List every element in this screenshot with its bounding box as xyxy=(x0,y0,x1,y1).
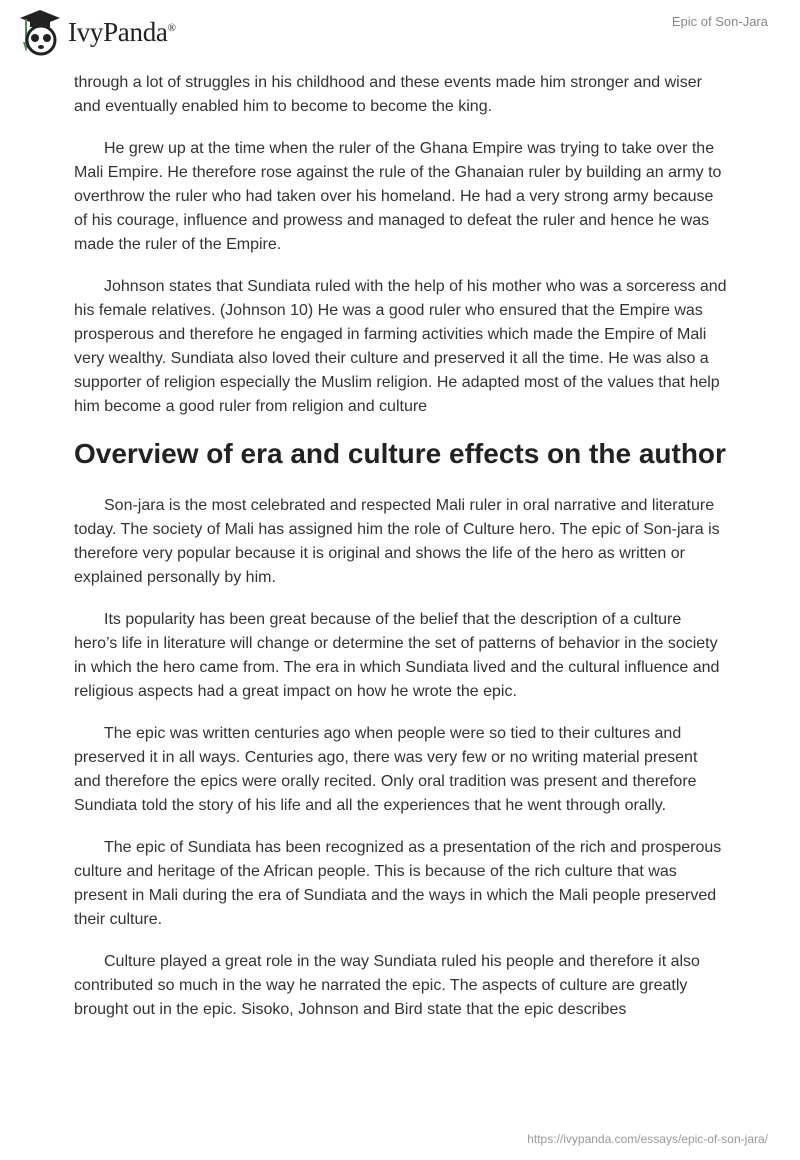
essay-body xyxy=(74,71,728,1040)
paragraph: Son-jara is the most celebrated and respected Mali ruler in oral narrative and literature today. The society of Mali has assigned him the role of Culture hero. The epic of Son-jara is therefore very popular because it is original and shows the life of the hero as written or explained personally by him. xyxy=(74,497,720,586)
paragraph: Johnson states that Sundiata ruled with the help of his mother who was a sorceress and his female relatives. (Johnson 10) He was a good ruler who ensured that the Empire was prosperous and therefore he engaged in farming activities which made the Empire of Mali very wealthy. Sundiata also loved their culture and preserved it all the time. He was also a supporter of religion especially the Muslim religion. He adapted most of the values that help him become a good ruler from religion and culture xyxy=(74,278,727,415)
paragraph: through a lot of struggles in his childhood and these events made him stronger and wiser and eventually enabled him to become to become the king. xyxy=(74,74,702,115)
paragraph: Culture played a great role in the way Sundiata ruled his people and therefore it also contributed so much in the way he narrated the epic. The aspects of culture are greatly brought out in the epic. Sisoko, Johnson and Bird state that the epic describes xyxy=(74,953,700,1018)
registered-mark: ® xyxy=(167,21,176,34)
logo-text xyxy=(68,17,176,48)
source-url[interactable]: https://ivypanda.com/essays/epic-of-son-jara/ xyxy=(527,1132,768,1146)
section-heading: Overview of era and culture effects on the author xyxy=(74,438,726,469)
paragraph: Its popularity has been great because of the belief that the description of a culture hero’s life in literature will change or determine the set of patterns of behavior in the society in which the hero came from. The era in which Sundiata lived and the cultural influence and religious aspects had a great impact on how he wrote the epic. xyxy=(74,611,720,700)
paragraph: The epic of Sundiata has been recognized as a presentation of the rich and prosperous culture and heritage of the African people. This is because of the rich culture that was present in Mali during the era of Sundiata and the ways in which the Mali people preserved their culture. xyxy=(74,839,722,928)
logo[interactable] xyxy=(18,8,176,56)
paragraph: He grew up at the time when the ruler of the Ghana Empire was trying to take over the Mali Empire. He therefore rose against the rule of the Ghanaian ruler by building an army to overthrow the ruler who had taken over his homeland. He had a very strong army because of his courage, influence and prowess and managed to defeat the ruler and hence he was made the ruler of the Empire. xyxy=(74,140,722,253)
document-title: Epic of Son-Jara xyxy=(671,14,768,29)
logo-name: IvyPanda xyxy=(68,16,168,47)
panda-logo-icon xyxy=(18,8,62,56)
paragraph: The epic was written centuries ago when people were so tied to their cultures and preserved it in all ways. Centuries ago, there was very few or no writing material present and therefore the epics were orally recited. Only oral tradition was present and therefore Sundiata told the story of his life and all the experiences that he went through orally. xyxy=(74,725,698,814)
